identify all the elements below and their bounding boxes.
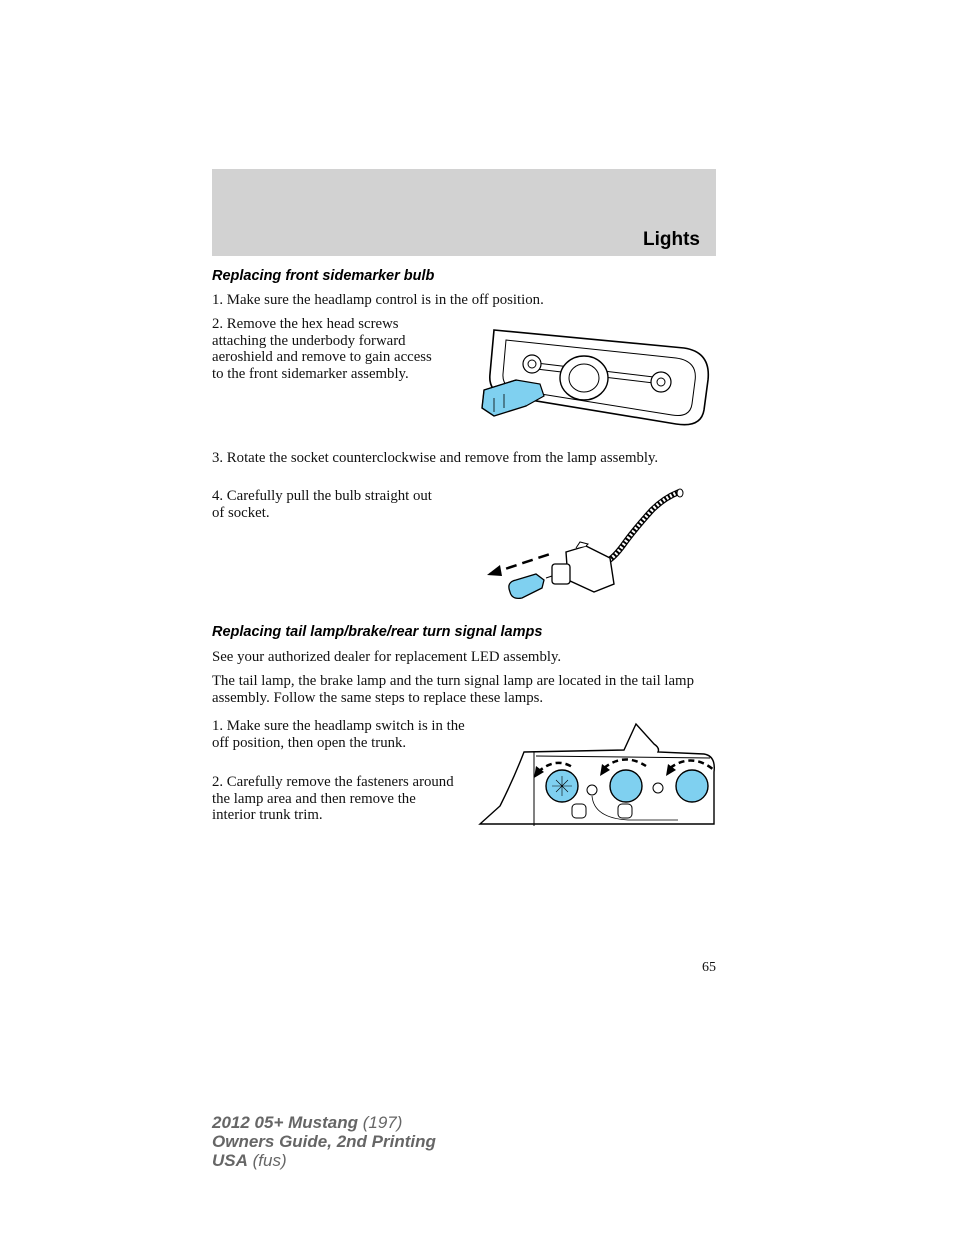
page-number: 65 — [702, 960, 716, 975]
footer-model-code: (197) — [362, 1113, 403, 1132]
section-title: Lights — [643, 229, 700, 250]
heading-tail-lamp: Replacing tail lamp/brake/rear turn signal lamps — [212, 624, 543, 640]
footer-model: 2012 05+ Mustang — [212, 1113, 358, 1132]
step-sidemarker-1: 1. Make sure the headlamp control is in the off position. — [212, 292, 544, 308]
step-sidemarker-2: 2. Remove the hex head screws attaching the underbody forward aeroshield and remove to gain access to the front sidemarker assembly. — [212, 316, 432, 382]
step-sidemarker-3: 3. Rotate the socket counterclockwise and remove from the lamp assembly. — [212, 450, 659, 466]
bulb-removal-illustration — [484, 488, 688, 606]
tail-lamp-assembly-illustration — [478, 722, 718, 828]
tail-paragraph-2: The tail lamp, the brake lamp and the turn signal lamp are located in the tail lamp assembly. Follow the same steps to replace these lamps. — [212, 673, 694, 706]
section-header-band — [212, 169, 716, 256]
heading-front-sidemarker: Replacing front sidemarker bulb — [212, 268, 435, 284]
tail-paragraph-1: See your authorized dealer for replacement LED assembly. — [212, 649, 562, 665]
footer-guide-edition: Owners Guide, 2nd Printing — [212, 1132, 436, 1151]
footer-market: USA — [212, 1151, 248, 1170]
step-tail-2: 2. Carefully remove the fasteners around the lamp area and then remove the interior trunk trim. — [212, 774, 454, 823]
footer-market-code: (fus) — [252, 1151, 287, 1170]
step-sidemarker-4: 4. Carefully pull the bulb straight out of socket. — [212, 488, 432, 521]
step-tail-1: 1. Make sure the headlamp switch is in the off position, then open the trunk. — [212, 718, 465, 751]
sidemarker-assembly-illustration — [466, 318, 716, 430]
document-footer — [212, 1113, 436, 1170]
